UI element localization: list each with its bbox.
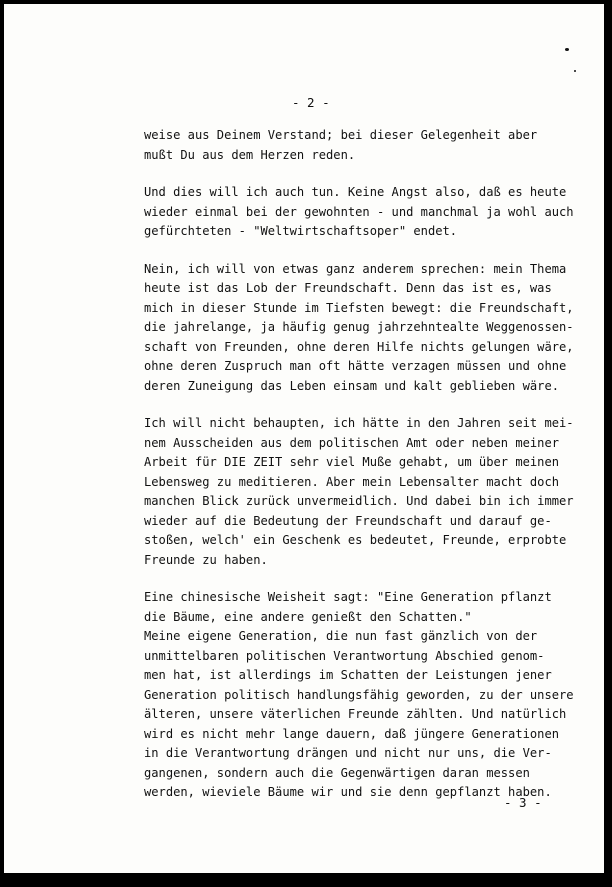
text-line: stoßen, welch' ein Geschenk es bedeutet, Freunde, erprobte (144, 533, 567, 547)
scan-speck (565, 48, 569, 51)
text-line: unmittelbaren politischen Verantwortung Abschied genom- (144, 648, 545, 663)
text-line: Eine chinesische Weisheit sagt: "Eine Generation pflanzt (144, 590, 552, 604)
document-body (144, 126, 584, 821)
text-line: mich in dieser Stunde im Tiefsten bewegt: die Freundschaft, (144, 300, 574, 315)
text-line: nem Ausscheiden aus dem politischen Amt oder neben meiner (144, 435, 560, 450)
text-line: deren Zuneigung das Leben einsam und kalt geblieben wäre. (144, 378, 560, 393)
text-line: Generation politisch handlungsfähig geworden, zu der unsere (144, 687, 574, 702)
text-line: weise aus Deinem Verstand; bei dieser Gelegenheit aber (144, 128, 538, 142)
text-line: älteren, unsere väterlichen Freunde zählten. Und natürlich (144, 707, 567, 721)
text-line: Ich will nicht behaupten, ich hätte in den Jahren seit mei- (144, 416, 574, 430)
text-line: die Bäume, eine andere genießt den Schatten." (144, 609, 472, 624)
text-line: wird es nicht mehr lange dauern, daß jüngere Generationen (144, 726, 560, 741)
text-line: gangenen, sondern auch die Gegenwärtigen daran messen (144, 765, 530, 780)
text-line: gefürchteten - "Weltwirtschaftsoper" endet. (144, 224, 458, 238)
text-line: Und dies will ich auch tun. Keine Angst also, daß es heute (144, 185, 567, 199)
paragraph (144, 588, 584, 627)
text-line: in die Verantwortung drängen und nicht nur uns, die Ver- (144, 746, 552, 760)
text-line: ohne deren Zuspruch man oft hätte verzagen müssen und ohne (144, 359, 567, 373)
paragraph (144, 414, 584, 570)
text-line: schaft von Freunden, ohne deren Hilfe nichts gelungen wäre, (144, 339, 574, 354)
paragraph (144, 627, 584, 803)
text-line: manchen Blick zurück unvermeidlich. Und dabei bin ich immer (144, 494, 574, 508)
text-line: mußt Du aus dem Herzen reden. (144, 147, 356, 162)
text-line: wieder auf die Bedeutung der Freundschaft und darauf ge- (144, 513, 552, 528)
text-line: werden, wieviele Bäume wir und sie denn gepflanzt haben. (144, 785, 552, 799)
paragraph (144, 260, 584, 397)
paragraph (144, 126, 584, 165)
page-number-top: - 2 - (292, 95, 330, 110)
text-line: Lebensweg zu meditieren. Aber mein Lebensalter macht doch (144, 474, 560, 489)
page-number-bottom: - 3 - (504, 795, 542, 810)
text-line: men hat, ist allerdings im Schatten der Leistungen jener (144, 668, 552, 682)
text-line: heute ist das Lob der Freundschaft. Denn das ist es, was (144, 281, 552, 295)
text-line: wieder einmal bei der gewohnten - und manchmal ja wohl auch (144, 204, 574, 219)
text-line: die jahrelange, ja häufig genug jahrzehntealte Weggenossen- (144, 320, 574, 334)
text-line: Freunde zu haben. (144, 552, 268, 567)
scan-speck (574, 70, 576, 72)
text-line: Arbeit für DIE ZEIT sehr viel Muße gehabt, um über meinen (144, 455, 560, 469)
document-page (4, 4, 604, 873)
paragraph (144, 183, 584, 242)
text-line: Meine eigene Generation, die nun fast gänzlich von der (144, 629, 538, 643)
text-line: Nein, ich will von etwas ganz anderem sprechen: mein Thema (144, 261, 567, 276)
